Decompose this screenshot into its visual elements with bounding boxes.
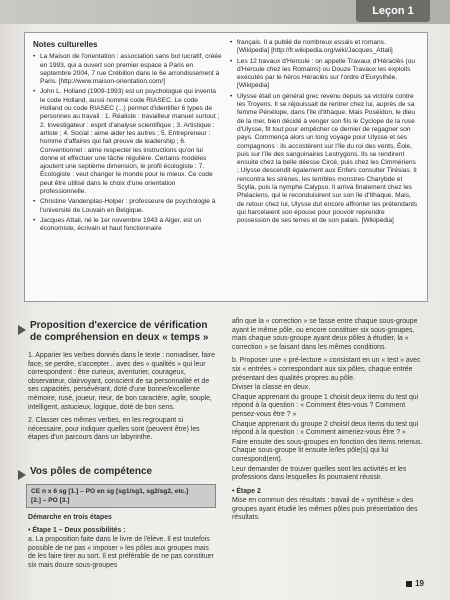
right-paragraph: Faire ensuite des sous-groupes en fonction des items retenus. Chaque sous-groupe lit ensuite le/les pôle(s) qui lui correspond(ent). [232, 438, 423, 463]
right-paragraph: b. Proposer une « pré-lecture » consistant en un « test » avec six « entrées » correspondant aux six pôles, chaque entrée présentant des qualités propres au pôle. [232, 357, 421, 382]
notes-right-column [230, 39, 419, 295]
right-paragraph: afin que la « correction » se fasse entre chaque sous-groupe ayant le même pôle, ou encore constituer six sous-groupes, mais chaque sous-groupe ayant deux pôles à étudier, la « correction » se faisant dans les mêmes conditions. [232, 318, 418, 351]
section1-title-line1: Proposition d'exercice de vérification [30, 320, 208, 331]
right-column-body [232, 318, 428, 528]
right-paragraph: Chaque apprenant du groupe 2 choisit deux items du test qui répond à la question : « Comment aimeriez-vous être ? » [232, 420, 419, 437]
cultural-notes-box [24, 32, 428, 302]
step2-title: • Étape 2 [232, 487, 261, 495]
competence-code-box [26, 484, 216, 508]
right-paragraph: Chaque apprenant du groupe 1 choisit deux items du test qui répond à la question : « Comment êtes-vous ? Comment pensez-vous être ? » [232, 393, 419, 418]
page-number [406, 579, 424, 588]
lesson-tab: Leçon 1 [356, 0, 430, 22]
note-item: • Christine Vandenplas-Holper : professeure de psychologie à l'université de Louvain en Belgique. [33, 198, 222, 215]
arrow-right-icon [18, 470, 26, 480]
note-item: • français. Il a publié de nombreux essais et romans. [Wikipedia] [http://fr.wikipedia.org/wiki/Jacques_Attali] [230, 39, 419, 56]
page-number-value: 19 [415, 579, 424, 588]
note-item: • Ulysse était un général grec revenu depuis sa victoire contre les Troyens. Il se réjouissait de rentrer chez lui, auprès de sa femme Pénélope, dans l'île d'Ithaque. Mais Poséidon, le dieu de la mer, bien décidé à venger son fils le Cyclope de la ruse d'Ulysse, fit tout pour empêcher ce dernier de regagner son pays. Commença alors un long voyage pour Ulysse et ses compagnons : ils accostèrent sur l'île du roi des vents, Éole, puis sur l'île des sanguinaires Lestrygons. Ils se rendirent ensuite chez la belle déesse Circé, puis chez les Cimmériens ; Ulysse descendit également aux Enfers consulter Tirésias. Il rencontra les sirènes, les terribles monstres Charybde et Scylla, puis la nymphe Calypso. Il arriva finalement chez les Phéaciens, qui le reconduisirent sur son île d'Ithaque. Mais, de retour chez lui, Ulysse dut encore affronter les prétendants qui harcelaient son épouse pour pouvoir reprendre possession de ses terres et de son palais. [Wikipédia] [230, 93, 419, 226]
section2-title: Vos pôles de compétence [30, 466, 153, 477]
step1-text: a. La proposition faite dans le livre de l'élève. Il est toutefois possible de ne pas « imposer » les pôles aux groupes mais de les faire tirer au sort. Il est préférable de ne pas constituer six mais douze sous-groupes [28, 536, 214, 569]
code-line-1: CE n x 6 sg [1.] – PO en sg [sg1/sg1, sg2/sg2, etc.] [31, 488, 189, 495]
section1-title [30, 320, 208, 344]
step1-title: • Étape 1 – Deux possibilités : [28, 526, 126, 534]
exercise-step-1: 1. Apparier les verbes donnés dans le texte : nomadiser, faire face, se perdre, s'accepter... avec des « qualités » qui leur correspondent : être curieux, aventurier, courageux, observateur, clairvoyant, conscient de sa personnalité et de ses capacités, persévérant, doté d'une bonne/excellente mémoire, rusé, joueur, rieur, de bon caractère, agile, souple, intelligent, astucieux, logique, doté de bon sens. [28, 352, 215, 411]
note-item: • John L. Holland (1909-1993) est un psychologue qui inventa le code Holland, aussi nommé code RIASEC. Le code Holland ou code RIASEC (...) permet d'identifier 6 types de personnes au travail : 1. Réaliste : travailleur manuel surtout ; 2. Investigateur : esprit d'analyse scientifique ; 3. Artistique : artiste ; 4. Social : aime aider les autres ; 5. Entrepreneur : homme d'affaires qui fait preuve de leadership ; 6. Conventionnel : aime respecter les instructions qu'on lui donne et effectuer une tâche régulière. Certains modèles ajoutent une septième dimension, le profil écologiste : 7. Écologiste : veut changer le monde pour le mieux. Ce code peut être utilisé dans le choix d'une orientation professionnelle. [33, 88, 222, 196]
section1-body [28, 352, 218, 448]
square-bullet-icon [406, 581, 412, 587]
exercise-step-2: 2. Classer ces mêmes verbes, en les regroupant si nécessaire, pour indiquer quelles sont (peuvent être) les étapes d'un parcours dans un labyrinthe. [28, 417, 200, 442]
section2-body [28, 514, 218, 576]
steps-title: Démarche en trois étapes [28, 514, 112, 521]
notes-title: Notes culturelles [33, 40, 98, 49]
note-item: • La Maison de l'orientation : association sans but lucratif, créée en 1993, qui a ouvert son premier espace à Paris en septembre 2004, 7 rue Crébillon dans le 6e arrondissement à Paris. [http://www.maison-orientation.com/] [33, 53, 222, 86]
section1-title-line2: de compréhension en deux « temps » [30, 332, 209, 343]
code-line-2: [2.] – PO [3.] [31, 497, 70, 504]
note-item: • Jacques Attali, né le 1er novembre 1943 à Alger, est un économiste, écrivain et haut fonctionnaire [33, 217, 222, 234]
notes-left-column [33, 39, 222, 295]
note-item: • Les 12 travaux d'Hercule : on appelle Travaux d'Héraclès (ou d'Hercule chez les Romains) ou Douze Travaux les exploits exécutés par le héros Héraclès sur l'ordre d'Eurysthée. [Wikipédia] [230, 58, 419, 91]
right-paragraph: Diviser la classe en deux. [232, 384, 311, 392]
right-paragraph: Mise en commun des résultats : travail de « synthèse » des groupes ayant étudié les mêmes pôles puis présentation des résultats. [232, 497, 418, 522]
arrow-right-icon [18, 325, 26, 335]
right-paragraph: Leur demander de trouver quelles sont les activités et les professions dans lesquelles ils pourraient réussir. [232, 465, 407, 482]
